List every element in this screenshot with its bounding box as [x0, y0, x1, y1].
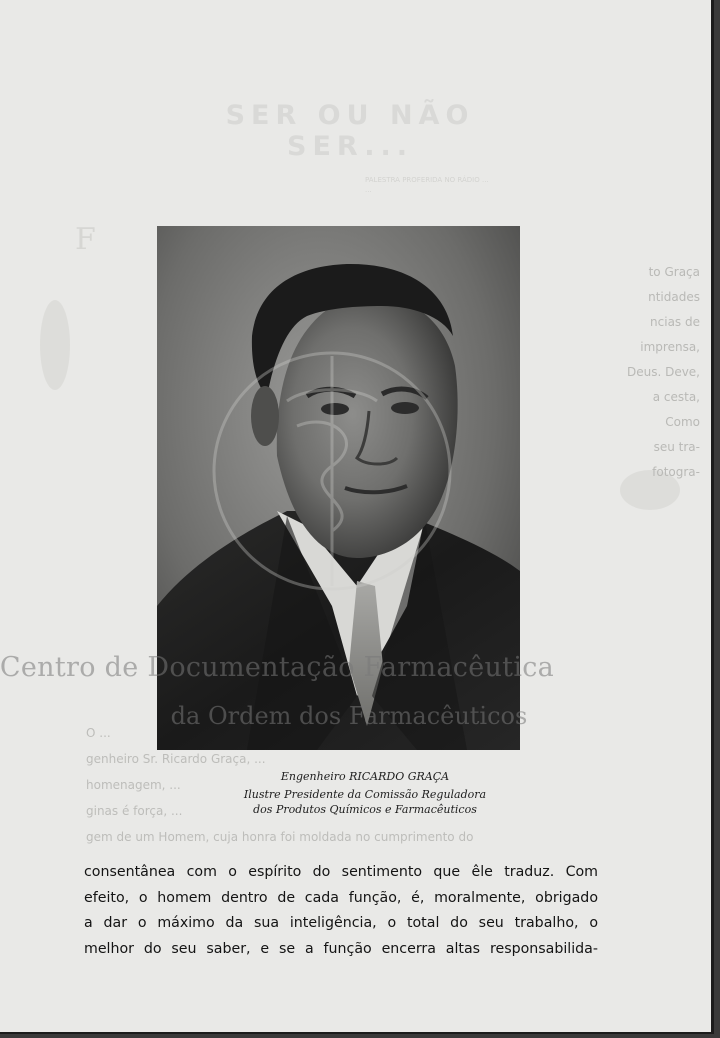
bleed-through-line: fotogra- — [652, 465, 700, 479]
bleed-through-line: to Graça — [648, 265, 700, 279]
bleed-through-line: O ... — [86, 726, 111, 740]
body-paragraph — [84, 860, 598, 962]
bleed-through-subtitle-line: PALESTRA PROFERIDA NO RÁDIO ... — [365, 176, 489, 184]
body-line: melhor do seu saber, e se a função encerra altas responsabilida- — [84, 940, 598, 957]
bleed-through-line: imprensa, — [640, 340, 700, 354]
paper-stain — [40, 300, 70, 390]
body-line: a dar o máximo da sua inteligência, o total do seu trabalho, o — [84, 915, 598, 931]
body-line: efeito, o homem dentro de cada função, é, moralmente, obrigado — [84, 889, 598, 906]
watermark-line-1: Centro de Documentação Farmacêutica — [0, 652, 555, 683]
bleed-through-line: Deus. Deve, — [626, 365, 700, 379]
eye-left — [321, 403, 349, 415]
caption-name: Engenheiro RICARDO GRAÇA — [280, 770, 450, 783]
bleed-through-line: homenagem, ... — [86, 778, 181, 792]
bleed-through-line: seu tra- — [653, 440, 700, 454]
eye-right — [391, 402, 419, 414]
bleed-through-drop-letter: F — [75, 222, 96, 257]
bleed-through-line: ginas é força, ... — [86, 804, 183, 818]
bleed-through-column — [520, 260, 700, 485]
bleed-through-line: ncias de — [650, 315, 700, 329]
bleed-through-line: gem de um Homem, cuja honra foi moldada no cumprimento do — [86, 830, 474, 844]
bleed-through-title: SER OU NÃO SER... — [225, 100, 475, 162]
bleed-through-line: ntidades — [648, 290, 700, 304]
watermark-line-2: da Ordem dos Farmacêuticos — [170, 702, 528, 730]
caption-role: Ilustre Presidente da Comissão Reguladora — [243, 788, 487, 801]
bleed-through-line: genheiro Sr. Ricardo Graça, ... — [86, 752, 266, 766]
ear — [251, 386, 279, 446]
bleed-through-line: Como — [665, 415, 700, 429]
bleed-through-subtitle — [365, 175, 595, 195]
body-line: consentânea com o espírito do sentimento que êle traduz. Com — [84, 864, 598, 880]
caption-organization: dos Produtos Químicos e Farmacêuticos — [253, 803, 477, 816]
bleed-through-subtitle-line: ... — [365, 186, 372, 194]
bleed-through-line: a cesta, — [652, 390, 700, 404]
